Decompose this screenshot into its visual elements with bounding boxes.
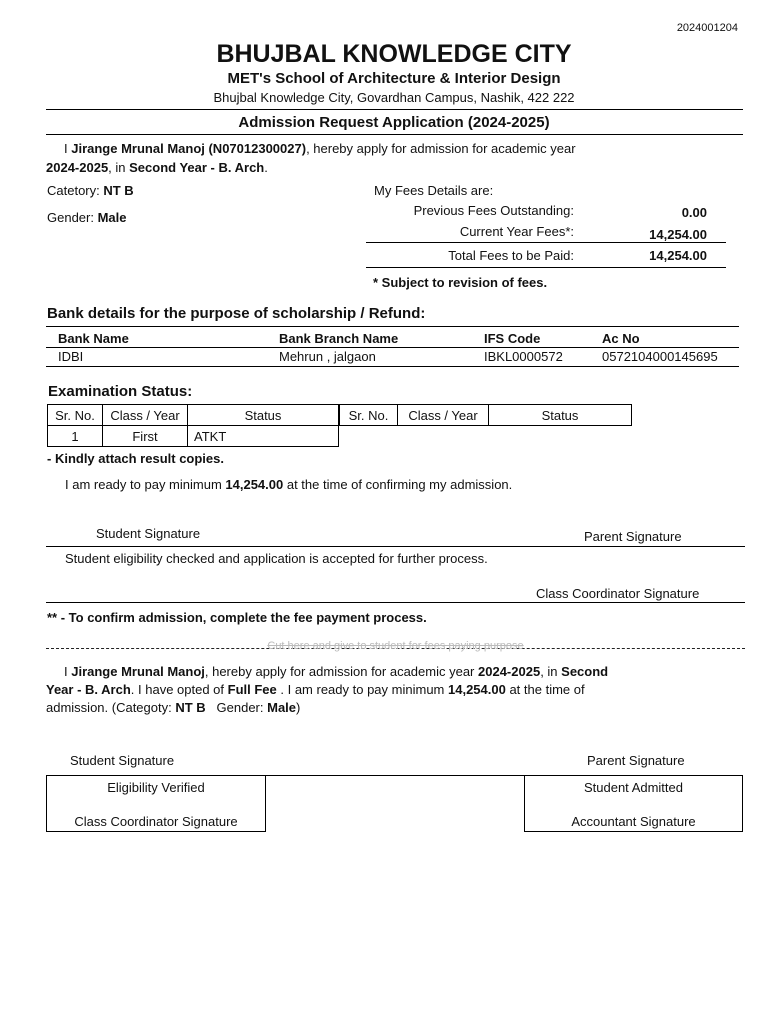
divider: [46, 602, 745, 603]
divider: [265, 775, 524, 776]
exam-header-srno: Sr. No.: [48, 405, 103, 426]
intro-paragraph: I Jirange Mrunal Manoj (N07012300027), hereby apply for admission for academic year: [64, 141, 576, 156]
cut-instruction: Cut here and give to student for fees paying purpose: [267, 640, 524, 652]
school-address: Bhujbal Knowledge City, Govardhan Campus, Nashik, 422 222: [213, 90, 575, 105]
exam-class: First: [103, 426, 188, 447]
divider: [46, 134, 743, 135]
coordinator-signature-label: Class Coordinator Signature: [536, 586, 700, 601]
parent-signature-label: Parent Signature: [584, 529, 682, 544]
total-fees-label: Total Fees to be Paid:: [448, 248, 574, 263]
divider: [46, 546, 745, 547]
current-fees-value: 14,254.00: [649, 227, 707, 242]
eligibility-statement: Student eligibility checked and application is accepted for further process.: [65, 551, 488, 566]
bank-header-name: Bank Name: [58, 331, 129, 346]
bank-name: IDBI: [58, 349, 84, 364]
bank-heading: Bank details for the purpose of scholarship / Refund:: [47, 305, 426, 322]
fees-divider: [366, 242, 726, 243]
exam-note: - Kindly attach result copies.: [47, 451, 224, 466]
slip-paragraph-line2: Year - B. Arch. I have opted of Full Fee . I am ready to pay minimum 14,254.00 at the time of: [46, 682, 585, 697]
exam-srno: 1: [48, 426, 103, 447]
slip-student-signature-label: Student Signature: [70, 753, 175, 768]
slip-paragraph-line1: I Jirange Mrunal Manoj, hereby apply for admission for academic year 2024-2025, in Second: [64, 664, 609, 679]
course-name: Second Year - B. Arch: [129, 160, 265, 175]
exam-table-left: [47, 404, 339, 447]
student-signature-label: Student Signature: [96, 526, 201, 541]
category-field: Catetory: NT B: [47, 183, 134, 198]
bank-account-number: 0572104000145695: [602, 349, 718, 364]
divider: [46, 109, 743, 110]
exam-header-status: Status: [188, 405, 339, 426]
exam-header-class: Class / Year: [398, 405, 489, 426]
bank-header-branch: Bank Branch Name: [279, 331, 399, 346]
exam-header-status: Status: [489, 405, 632, 426]
bank-header-account: Ac No: [602, 331, 640, 346]
confirm-note: ** - To confirm admission, complete the fee payment process.: [47, 610, 427, 625]
bank-header-ifsc: IFS Code: [484, 331, 541, 346]
total-fees-value: 14,254.00: [649, 248, 707, 263]
payment-statement: I am ready to pay minimum 14,254.00 at the time of confirming my admission.: [65, 477, 513, 492]
intro-paragraph-line2: 2024-2025, in Second Year - B. Arch.: [46, 160, 268, 175]
form-title: Admission Request Application (2024-2025): [238, 114, 550, 131]
document-number: 2024001204: [676, 22, 738, 34]
divider: [46, 347, 739, 348]
exam-status: ATKT: [188, 426, 339, 447]
gender-field: Gender: Male: [47, 210, 127, 225]
eligibility-box: [46, 775, 266, 832]
eligibility-verified-label: Eligibility Verified: [107, 780, 205, 795]
prev-fees-value: 0.00: [681, 205, 707, 220]
academic-year: 2024-2025: [46, 160, 109, 175]
exam-table-right: [339, 404, 632, 426]
accountant-signature-label: Accountant Signature: [571, 814, 696, 829]
student-admitted-label: Student Admitted: [583, 780, 683, 795]
cut-line: [46, 642, 745, 654]
institution-title: BHUJBAL KNOWLEDGE CITY: [216, 40, 572, 68]
exam-header-class: Class / Year: [103, 405, 188, 426]
exam-header-srno: Sr. No.: [340, 405, 398, 426]
current-fees-label: Current Year Fees*:: [459, 224, 574, 239]
student-name: Jirange Mrunal Manoj (N07012300027): [71, 141, 307, 156]
slip-paragraph-line3: admission. (Categoty: NT B Gender: Male): [46, 700, 301, 715]
prev-fees-label: Previous Fees Outstanding:: [413, 203, 574, 218]
divider: [46, 366, 739, 367]
bank-ifsc: IBKL0000572: [484, 349, 563, 364]
school-name: MET's School of Architecture & Interior Design: [227, 70, 561, 87]
admission-box: [524, 775, 743, 832]
exam-heading: Examination Status:: [48, 383, 193, 400]
fees-note: * Subject to revision of fees.: [373, 275, 548, 290]
bank-branch: Mehrun , jalgaon: [279, 349, 376, 364]
box-coordinator-signature-label: Class Coordinator Signature: [74, 814, 238, 829]
fees-heading: My Fees Details are:: [374, 183, 494, 198]
fees-divider: [366, 267, 726, 268]
slip-parent-signature-label: Parent Signature: [587, 753, 685, 768]
divider: [46, 326, 739, 327]
